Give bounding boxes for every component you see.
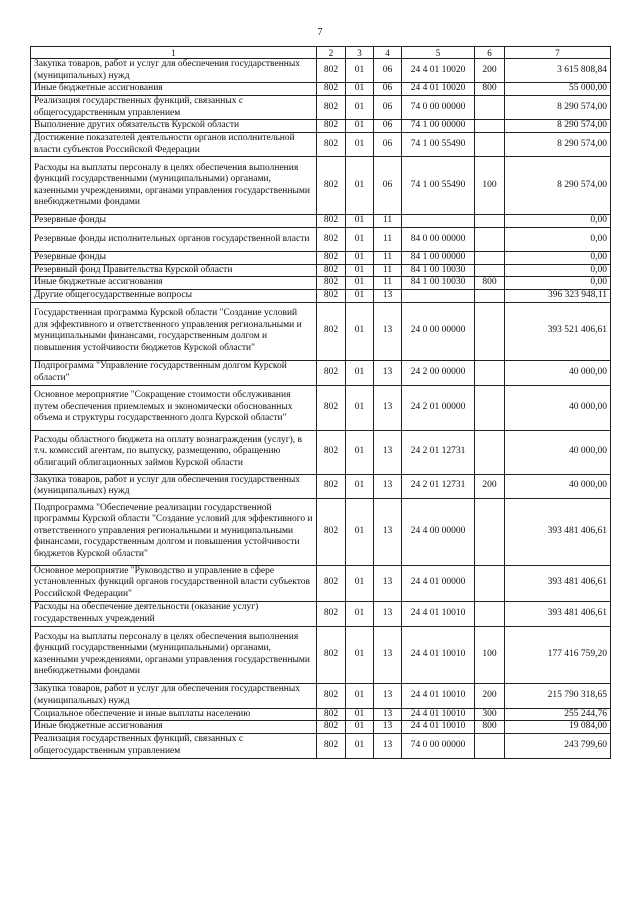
subsection-code: 13 bbox=[374, 385, 402, 430]
target-article-code: 24 4 01 10010 bbox=[402, 708, 475, 721]
subsection-code: 13 bbox=[374, 498, 402, 565]
row-name: Расходы на выплаты персоналу в целях обеспечения выполнения функций государственными (муниципальными) органами, казенными учреждениями, органами управления государственными внебюджетными фондами bbox=[31, 157, 317, 215]
target-article-code: 24 2 01 12731 bbox=[402, 430, 475, 474]
ministry-code: 802 bbox=[317, 133, 346, 157]
section-code: 01 bbox=[346, 683, 374, 708]
ministry-code: 802 bbox=[317, 430, 346, 474]
amount: 40 000,00 bbox=[505, 474, 611, 498]
row-name: Подпрограмма "Управление государственным долгом Курской области" bbox=[31, 360, 317, 385]
row-name: Закупка товаров, работ и услуг для обеспечения государственных (муниципальных) нужд bbox=[31, 683, 317, 708]
table-row bbox=[31, 360, 611, 385]
amount: 8 290 574,00 bbox=[505, 120, 611, 133]
expense-type-code: 800 bbox=[475, 277, 505, 290]
amount: 393 481 406,61 bbox=[505, 565, 611, 601]
budget-table bbox=[30, 46, 611, 759]
row-name: Резервный фонд Правительства Курской области bbox=[31, 264, 317, 277]
target-article-code: 24 4 01 10020 bbox=[402, 59, 475, 83]
amount: 40 000,00 bbox=[505, 430, 611, 474]
expense-type-code: 800 bbox=[475, 721, 505, 734]
table-row bbox=[31, 215, 611, 228]
row-name: Государственная программа Курской области "Создание условий для эффективного и ответственного управления региональными и муниципальными финансами, государственным долгом и повышения устойчивости бюджетов Курской области" bbox=[31, 302, 317, 360]
ministry-code: 802 bbox=[317, 721, 346, 734]
subsection-code: 11 bbox=[374, 228, 402, 252]
expense-type-code bbox=[475, 430, 505, 474]
section-code: 01 bbox=[346, 360, 374, 385]
column-header: 7 bbox=[505, 47, 611, 59]
target-article-code: 84 1 00 00000 bbox=[402, 252, 475, 265]
ministry-code: 802 bbox=[317, 264, 346, 277]
column-header: 1 bbox=[31, 47, 317, 59]
table-row bbox=[31, 277, 611, 290]
amount: 393 481 406,61 bbox=[505, 498, 611, 565]
row-name: Иные бюджетные ассигнования bbox=[31, 721, 317, 734]
expense-type-code: 200 bbox=[475, 59, 505, 83]
target-article-code: 24 2 01 12731 bbox=[402, 474, 475, 498]
amount: 393 521 406,61 bbox=[505, 302, 611, 360]
section-code: 01 bbox=[346, 264, 374, 277]
amount: 8 290 574,00 bbox=[505, 157, 611, 215]
section-code: 01 bbox=[346, 228, 374, 252]
target-article-code: 84 1 00 10030 bbox=[402, 264, 475, 277]
amount: 0,00 bbox=[505, 277, 611, 290]
section-code: 01 bbox=[346, 626, 374, 683]
expense-type-code: 200 bbox=[475, 683, 505, 708]
amount: 40 000,00 bbox=[505, 360, 611, 385]
subsection-code: 13 bbox=[374, 683, 402, 708]
subsection-code: 06 bbox=[374, 133, 402, 157]
section-code: 01 bbox=[346, 474, 374, 498]
ministry-code: 802 bbox=[317, 626, 346, 683]
expense-type-code bbox=[475, 302, 505, 360]
amount: 8 290 574,00 bbox=[505, 133, 611, 157]
target-article-code: 74 1 00 55490 bbox=[402, 133, 475, 157]
amount: 393 481 406,61 bbox=[505, 601, 611, 626]
ministry-code: 802 bbox=[317, 83, 346, 96]
row-name: Достижение показателей деятельности органов исполнительной власти субъектов Российской Федерации bbox=[31, 133, 317, 157]
row-name: Расходы на обеспечение деятельности (оказание услуг) государственных учреждений bbox=[31, 601, 317, 626]
expense-type-code: 300 bbox=[475, 708, 505, 721]
ministry-code: 802 bbox=[317, 708, 346, 721]
target-article-code: 24 2 01 00000 bbox=[402, 385, 475, 430]
subsection-code: 13 bbox=[374, 601, 402, 626]
section-code: 01 bbox=[346, 252, 374, 265]
table-row bbox=[31, 626, 611, 683]
table-row bbox=[31, 385, 611, 430]
subsection-code: 06 bbox=[374, 59, 402, 83]
row-name: Выполнение других обязательств Курской области bbox=[31, 120, 317, 133]
ministry-code: 802 bbox=[317, 474, 346, 498]
section-code: 01 bbox=[346, 565, 374, 601]
page-number: 7 bbox=[317, 27, 323, 38]
table-row bbox=[31, 565, 611, 601]
row-name: Основное мероприятие "Руководство и управление в сфере установленных функций органов государственной власти субъектов Российской Федерации" bbox=[31, 565, 317, 601]
section-code: 01 bbox=[346, 133, 374, 157]
section-code: 01 bbox=[346, 430, 374, 474]
amount: 177 416 759,20 bbox=[505, 626, 611, 683]
row-name: Социальное обеспечение и иные выплаты населению bbox=[31, 708, 317, 721]
ministry-code: 802 bbox=[317, 601, 346, 626]
target-article-code: 24 4 01 10010 bbox=[402, 626, 475, 683]
ministry-code: 802 bbox=[317, 215, 346, 228]
row-name: Расходы на выплаты персоналу в целях обеспечения выполнения функций государственными (муниципальными) органами, казенными учреждениями, органами управления государственными внебюджетными фондами bbox=[31, 626, 317, 683]
ministry-code: 802 bbox=[317, 228, 346, 252]
subsection-code: 13 bbox=[374, 733, 402, 758]
table-row bbox=[31, 120, 611, 133]
table-row bbox=[31, 157, 611, 215]
amount: 19 084,00 bbox=[505, 721, 611, 734]
amount: 0,00 bbox=[505, 228, 611, 252]
row-name: Иные бюджетные ассигнования bbox=[31, 277, 317, 290]
table-row bbox=[31, 430, 611, 474]
row-name: Закупка товаров, работ и услуг для обеспечения государственных (муниципальных) нужд bbox=[31, 59, 317, 83]
section-code: 01 bbox=[346, 498, 374, 565]
expense-type-code: 800 bbox=[475, 83, 505, 96]
table-row bbox=[31, 721, 611, 734]
target-article-code: 24 2 00 00000 bbox=[402, 360, 475, 385]
amount: 0,00 bbox=[505, 264, 611, 277]
target-article-code: 84 1 00 10030 bbox=[402, 277, 475, 290]
table-row bbox=[31, 133, 611, 157]
target-article-code: 84 0 00 00000 bbox=[402, 228, 475, 252]
subsection-code: 13 bbox=[374, 708, 402, 721]
section-code: 01 bbox=[346, 708, 374, 721]
subsection-code: 06 bbox=[374, 120, 402, 133]
target-article-code: 74 0 00 00000 bbox=[402, 96, 475, 120]
subsection-code: 06 bbox=[374, 96, 402, 120]
target-article-code: 24 4 01 00000 bbox=[402, 565, 475, 601]
expense-type-code bbox=[475, 120, 505, 133]
target-article-code bbox=[402, 289, 475, 302]
expense-type-code bbox=[475, 498, 505, 565]
expense-type-code bbox=[475, 228, 505, 252]
row-name: Основное мероприятие "Сокращение стоимости обслуживания путем обеспечения приемлемых и экономически обоснованных объема и структуры государственного долга Курской области" bbox=[31, 385, 317, 430]
expense-type-code bbox=[475, 96, 505, 120]
section-code: 01 bbox=[346, 721, 374, 734]
ministry-code: 802 bbox=[317, 385, 346, 430]
column-header: 3 bbox=[346, 47, 374, 59]
expense-type-code bbox=[475, 264, 505, 277]
subsection-code: 11 bbox=[374, 277, 402, 290]
target-article-code: 24 4 01 10010 bbox=[402, 721, 475, 734]
table-row bbox=[31, 289, 611, 302]
amount: 255 244,76 bbox=[505, 708, 611, 721]
ministry-code: 802 bbox=[317, 277, 346, 290]
row-name: Расходы областного бюджета на оплату вознаграждения (услуг), в т.ч. комиссий агентам, по выпуску, размещению, обращению облигаций облигационных займов Курской области bbox=[31, 430, 317, 474]
table-row bbox=[31, 683, 611, 708]
row-name: Закупка товаров, работ и услуг для обеспечения государственных (муниципальных) нужд bbox=[31, 474, 317, 498]
target-article-code: 24 4 01 10010 bbox=[402, 601, 475, 626]
table-row bbox=[31, 302, 611, 360]
ministry-code: 802 bbox=[317, 302, 346, 360]
section-code: 01 bbox=[346, 289, 374, 302]
ministry-code: 802 bbox=[317, 96, 346, 120]
table-row bbox=[31, 59, 611, 83]
expense-type-code bbox=[475, 133, 505, 157]
section-code: 01 bbox=[346, 59, 374, 83]
amount: 215 790 318,65 bbox=[505, 683, 611, 708]
expense-type-code: 100 bbox=[475, 626, 505, 683]
column-header: 2 bbox=[317, 47, 346, 59]
section-code: 01 bbox=[346, 157, 374, 215]
amount: 40 000,00 bbox=[505, 385, 611, 430]
target-article-code: 24 4 01 10010 bbox=[402, 683, 475, 708]
expense-type-code bbox=[475, 601, 505, 626]
subsection-code: 13 bbox=[374, 360, 402, 385]
ministry-code: 802 bbox=[317, 498, 346, 565]
subsection-code: 06 bbox=[374, 83, 402, 96]
section-code: 01 bbox=[346, 302, 374, 360]
section-code: 01 bbox=[346, 120, 374, 133]
row-name: Подпрограмма "Обеспечение реализации государственной программы Курской области "Создание условий для эффективного и ответственного управления региональными и муниципальными финансами, государственным долгом и повышения устойчивости бюджетов Курской области" bbox=[31, 498, 317, 565]
subsection-code: 06 bbox=[374, 157, 402, 215]
target-article-code: 24 0 00 00000 bbox=[402, 302, 475, 360]
expense-type-code: 200 bbox=[475, 474, 505, 498]
row-name: Реализация государственных функций, связанных с общегосударственным управлением bbox=[31, 733, 317, 758]
row-name: Резервные фонды bbox=[31, 252, 317, 265]
row-name: Иные бюджетные ассигнования bbox=[31, 83, 317, 96]
row-name: Резервные фонды исполнительных органов государственной власти bbox=[31, 228, 317, 252]
target-article-code: 24 4 00 00000 bbox=[402, 498, 475, 565]
ministry-code: 802 bbox=[317, 157, 346, 215]
section-code: 01 bbox=[346, 277, 374, 290]
subsection-code: 11 bbox=[374, 264, 402, 277]
subsection-code: 13 bbox=[374, 289, 402, 302]
target-article-code: 74 1 00 00000 bbox=[402, 120, 475, 133]
target-article-code bbox=[402, 215, 475, 228]
column-header: 6 bbox=[475, 47, 505, 59]
subsection-code: 11 bbox=[374, 252, 402, 265]
ministry-code: 802 bbox=[317, 289, 346, 302]
expense-type-code bbox=[475, 385, 505, 430]
section-code: 01 bbox=[346, 601, 374, 626]
ministry-code: 802 bbox=[317, 252, 346, 265]
table-row bbox=[31, 252, 611, 265]
ministry-code: 802 bbox=[317, 120, 346, 133]
table-row bbox=[31, 83, 611, 96]
column-header: 4 bbox=[374, 47, 402, 59]
table-row bbox=[31, 733, 611, 758]
table-row bbox=[31, 96, 611, 120]
column-header: 5 bbox=[402, 47, 475, 59]
section-code: 01 bbox=[346, 96, 374, 120]
expense-type-code bbox=[475, 733, 505, 758]
target-article-code: 74 0 00 00000 bbox=[402, 733, 475, 758]
subsection-code: 13 bbox=[374, 721, 402, 734]
subsection-code: 13 bbox=[374, 302, 402, 360]
ministry-code: 802 bbox=[317, 59, 346, 83]
subsection-code: 13 bbox=[374, 430, 402, 474]
ministry-code: 802 bbox=[317, 565, 346, 601]
expense-type-code bbox=[475, 215, 505, 228]
section-code: 01 bbox=[346, 385, 374, 430]
ministry-code: 802 bbox=[317, 683, 346, 708]
amount: 0,00 bbox=[505, 252, 611, 265]
table-header-row bbox=[31, 47, 611, 59]
ministry-code: 802 bbox=[317, 360, 346, 385]
table-row bbox=[31, 264, 611, 277]
target-article-code: 24 4 01 10020 bbox=[402, 83, 475, 96]
expense-type-code bbox=[475, 565, 505, 601]
subsection-code: 13 bbox=[374, 474, 402, 498]
table-row bbox=[31, 474, 611, 498]
table-row bbox=[31, 498, 611, 565]
amount: 396 323 948,11 bbox=[505, 289, 611, 302]
expense-type-code bbox=[475, 289, 505, 302]
section-code: 01 bbox=[346, 215, 374, 228]
row-name: Реализация государственных функций, связанных с общегосударственным управлением bbox=[31, 96, 317, 120]
table-row bbox=[31, 228, 611, 252]
amount: 0,00 bbox=[505, 215, 611, 228]
expense-type-code bbox=[475, 360, 505, 385]
table-row bbox=[31, 708, 611, 721]
section-code: 01 bbox=[346, 83, 374, 96]
amount: 3 615 808,84 bbox=[505, 59, 611, 83]
amount: 55 000,00 bbox=[505, 83, 611, 96]
expense-type-code: 100 bbox=[475, 157, 505, 215]
row-name: Другие общегосударственные вопросы bbox=[31, 289, 317, 302]
amount: 243 799,60 bbox=[505, 733, 611, 758]
table-row bbox=[31, 601, 611, 626]
ministry-code: 802 bbox=[317, 733, 346, 758]
section-code: 01 bbox=[346, 733, 374, 758]
subsection-code: 11 bbox=[374, 215, 402, 228]
target-article-code: 74 1 00 55490 bbox=[402, 157, 475, 215]
subsection-code: 13 bbox=[374, 565, 402, 601]
row-name: Резервные фонды bbox=[31, 215, 317, 228]
expense-type-code bbox=[475, 252, 505, 265]
subsection-code: 13 bbox=[374, 626, 402, 683]
amount: 8 290 574,00 bbox=[505, 96, 611, 120]
